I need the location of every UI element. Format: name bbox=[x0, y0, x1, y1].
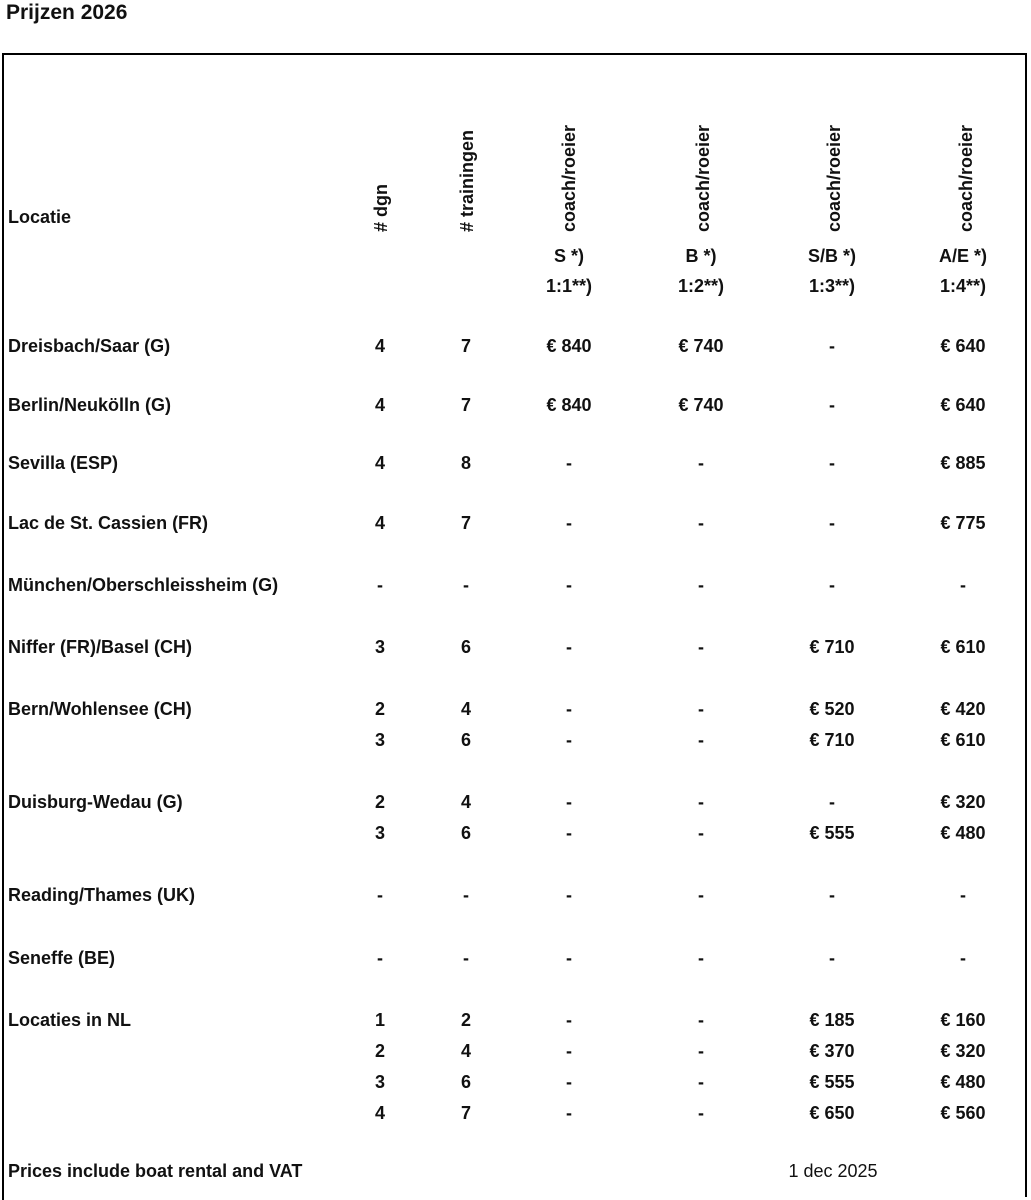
row-days: 4 bbox=[374, 1103, 386, 1123]
row-days: 4 bbox=[374, 513, 386, 533]
row-price-sb: € 520 bbox=[809, 699, 855, 719]
row-location: Sevilla (ESP) bbox=[8, 453, 119, 473]
row-price-ae: € 560 bbox=[940, 1103, 986, 1123]
row-trainings: 7 bbox=[460, 513, 472, 533]
row-trainings: 6 bbox=[460, 823, 472, 843]
row-trainings: 4 bbox=[460, 1041, 472, 1061]
row-price-b: € 740 bbox=[678, 336, 724, 356]
row-price-b: - bbox=[698, 1010, 704, 1030]
row-price-b: - bbox=[698, 948, 704, 968]
header-col-b-role-label: coach/roeier bbox=[693, 124, 713, 232]
frame-corner bbox=[2, 1195, 4, 1200]
header-col-ae-ratio: 1:4**) bbox=[939, 276, 987, 296]
row-location: München/Oberschleissheim (G) bbox=[8, 575, 279, 595]
row-price-s: - bbox=[566, 453, 572, 473]
row-price-ae: € 480 bbox=[940, 1072, 986, 1092]
header-col-b-ratio: 1:2**) bbox=[677, 276, 725, 296]
row-trainings: 6 bbox=[460, 730, 472, 750]
row-price-ae: € 640 bbox=[940, 336, 986, 356]
header-col-s-level: S *) bbox=[553, 246, 585, 266]
row-price-sb: € 650 bbox=[809, 1103, 855, 1123]
row-trainings: - bbox=[463, 575, 469, 595]
row-price-s: - bbox=[566, 575, 572, 595]
row-days: 1 bbox=[374, 1010, 386, 1030]
row-price-sb: - bbox=[829, 513, 835, 533]
row-price-sb: € 710 bbox=[809, 730, 855, 750]
row-price-s: - bbox=[566, 1103, 572, 1123]
row-price-b: - bbox=[698, 453, 704, 473]
header-col-sb-role-label: coach/roeier bbox=[824, 124, 844, 232]
row-price-s: - bbox=[566, 513, 572, 533]
row-days: 3 bbox=[374, 637, 386, 657]
row-trainings: 7 bbox=[460, 1103, 472, 1123]
row-price-s: - bbox=[566, 730, 572, 750]
row-trainings: 6 bbox=[460, 1072, 472, 1092]
row-price-sb: € 185 bbox=[809, 1010, 855, 1030]
row-days: 3 bbox=[374, 823, 386, 843]
header-col-sb-ratio: 1:3**) bbox=[808, 276, 856, 296]
row-days: - bbox=[377, 948, 383, 968]
row-location: Seneffe (BE) bbox=[8, 948, 116, 968]
row-price-sb: - bbox=[829, 395, 835, 415]
row-location: Bern/Wohlensee (CH) bbox=[8, 699, 192, 719]
footer-note: Prices include boat rental and VAT bbox=[8, 1161, 303, 1181]
row-location: Reading/Thames (UK) bbox=[8, 885, 196, 905]
row-price-ae: € 610 bbox=[940, 637, 986, 657]
row-trainings: 2 bbox=[460, 1010, 472, 1030]
row-price-sb: - bbox=[829, 575, 835, 595]
row-price-b: - bbox=[698, 1041, 704, 1061]
row-price-s: - bbox=[566, 792, 572, 812]
row-days: 4 bbox=[374, 395, 386, 415]
row-price-b: - bbox=[698, 513, 704, 533]
header-col-s-ratio: 1:1**) bbox=[545, 276, 593, 296]
row-price-ae: € 320 bbox=[940, 1041, 986, 1061]
row-price-sb: € 555 bbox=[809, 823, 855, 843]
row-price-s: - bbox=[566, 1041, 572, 1061]
row-location: Dreisbach/Saar (G) bbox=[8, 336, 171, 356]
page-title: Prijzen 2026 bbox=[6, 1, 128, 24]
row-location: Duisburg-Wedau (G) bbox=[8, 792, 183, 812]
row-days: 4 bbox=[374, 453, 386, 473]
row-days: 3 bbox=[374, 1072, 386, 1092]
row-days: 4 bbox=[374, 336, 386, 356]
row-price-sb: - bbox=[829, 453, 835, 473]
row-price-sb: € 555 bbox=[809, 1072, 855, 1092]
row-location: Berlin/Neukölln (G) bbox=[8, 395, 172, 415]
row-days: 3 bbox=[374, 730, 386, 750]
row-price-b: - bbox=[698, 823, 704, 843]
row-location: Niffer (FR)/Basel (CH) bbox=[8, 637, 193, 657]
row-price-b: - bbox=[698, 699, 704, 719]
row-price-sb: - bbox=[829, 948, 835, 968]
row-price-ae: € 885 bbox=[940, 453, 986, 473]
row-price-s: - bbox=[566, 637, 572, 657]
row-price-ae: € 640 bbox=[940, 395, 986, 415]
header-col-sb-level: S/B *) bbox=[807, 246, 857, 266]
row-price-ae: - bbox=[960, 885, 966, 905]
row-price-sb: € 710 bbox=[809, 637, 855, 657]
row-trainings: - bbox=[463, 948, 469, 968]
row-trainings: 7 bbox=[460, 336, 472, 356]
row-trainings: - bbox=[463, 885, 469, 905]
row-price-b: - bbox=[698, 1103, 704, 1123]
row-trainings: 4 bbox=[460, 792, 472, 812]
row-days: 2 bbox=[374, 1041, 386, 1061]
row-price-ae: € 610 bbox=[940, 730, 986, 750]
footer-date: 1 dec 2025 bbox=[788, 1161, 878, 1181]
header-days-label: # dgn bbox=[371, 184, 391, 232]
row-price-s: € 840 bbox=[546, 336, 592, 356]
row-trainings: 8 bbox=[460, 453, 472, 473]
header-col-s-role-label: coach/roeier bbox=[559, 124, 579, 232]
row-location: Lac de St. Cassien (FR) bbox=[8, 513, 209, 533]
row-price-ae: € 420 bbox=[940, 699, 986, 719]
row-price-s: - bbox=[566, 699, 572, 719]
header-location: Locatie bbox=[8, 207, 72, 227]
row-price-ae: € 775 bbox=[940, 513, 986, 533]
row-price-sb: € 370 bbox=[809, 1041, 855, 1061]
row-price-ae: - bbox=[960, 575, 966, 595]
row-price-sb: - bbox=[829, 885, 835, 905]
row-price-s: - bbox=[566, 823, 572, 843]
header-col-b-level: B *) bbox=[685, 246, 717, 266]
row-price-ae: - bbox=[960, 948, 966, 968]
row-price-b: - bbox=[698, 637, 704, 657]
row-trainings: 4 bbox=[460, 699, 472, 719]
header-col-ae-role-label: coach/roeier bbox=[956, 124, 976, 232]
row-price-s: - bbox=[566, 948, 572, 968]
header-col-ae-level: A/E *) bbox=[938, 246, 988, 266]
row-trainings: 7 bbox=[460, 395, 472, 415]
row-price-ae: € 480 bbox=[940, 823, 986, 843]
row-days: - bbox=[377, 885, 383, 905]
header-trainings-label: # trainingen bbox=[457, 129, 477, 232]
row-days: 2 bbox=[374, 792, 386, 812]
row-price-b: - bbox=[698, 730, 704, 750]
row-trainings: 6 bbox=[460, 637, 472, 657]
row-location: Locaties in NL bbox=[8, 1010, 132, 1030]
row-price-s: - bbox=[566, 885, 572, 905]
row-price-b: - bbox=[698, 792, 704, 812]
row-days: 2 bbox=[374, 699, 386, 719]
row-price-b: - bbox=[698, 1072, 704, 1092]
row-price-b: - bbox=[698, 575, 704, 595]
row-price-sb: - bbox=[829, 792, 835, 812]
row-price-s: € 840 bbox=[546, 395, 592, 415]
row-price-ae: € 320 bbox=[940, 792, 986, 812]
row-price-b: - bbox=[698, 885, 704, 905]
row-price-sb: - bbox=[829, 336, 835, 356]
price-table-frame bbox=[2, 53, 1027, 1197]
row-days: - bbox=[377, 575, 383, 595]
row-price-b: € 740 bbox=[678, 395, 724, 415]
row-price-s: - bbox=[566, 1010, 572, 1030]
row-price-s: - bbox=[566, 1072, 572, 1092]
row-price-ae: € 160 bbox=[940, 1010, 986, 1030]
